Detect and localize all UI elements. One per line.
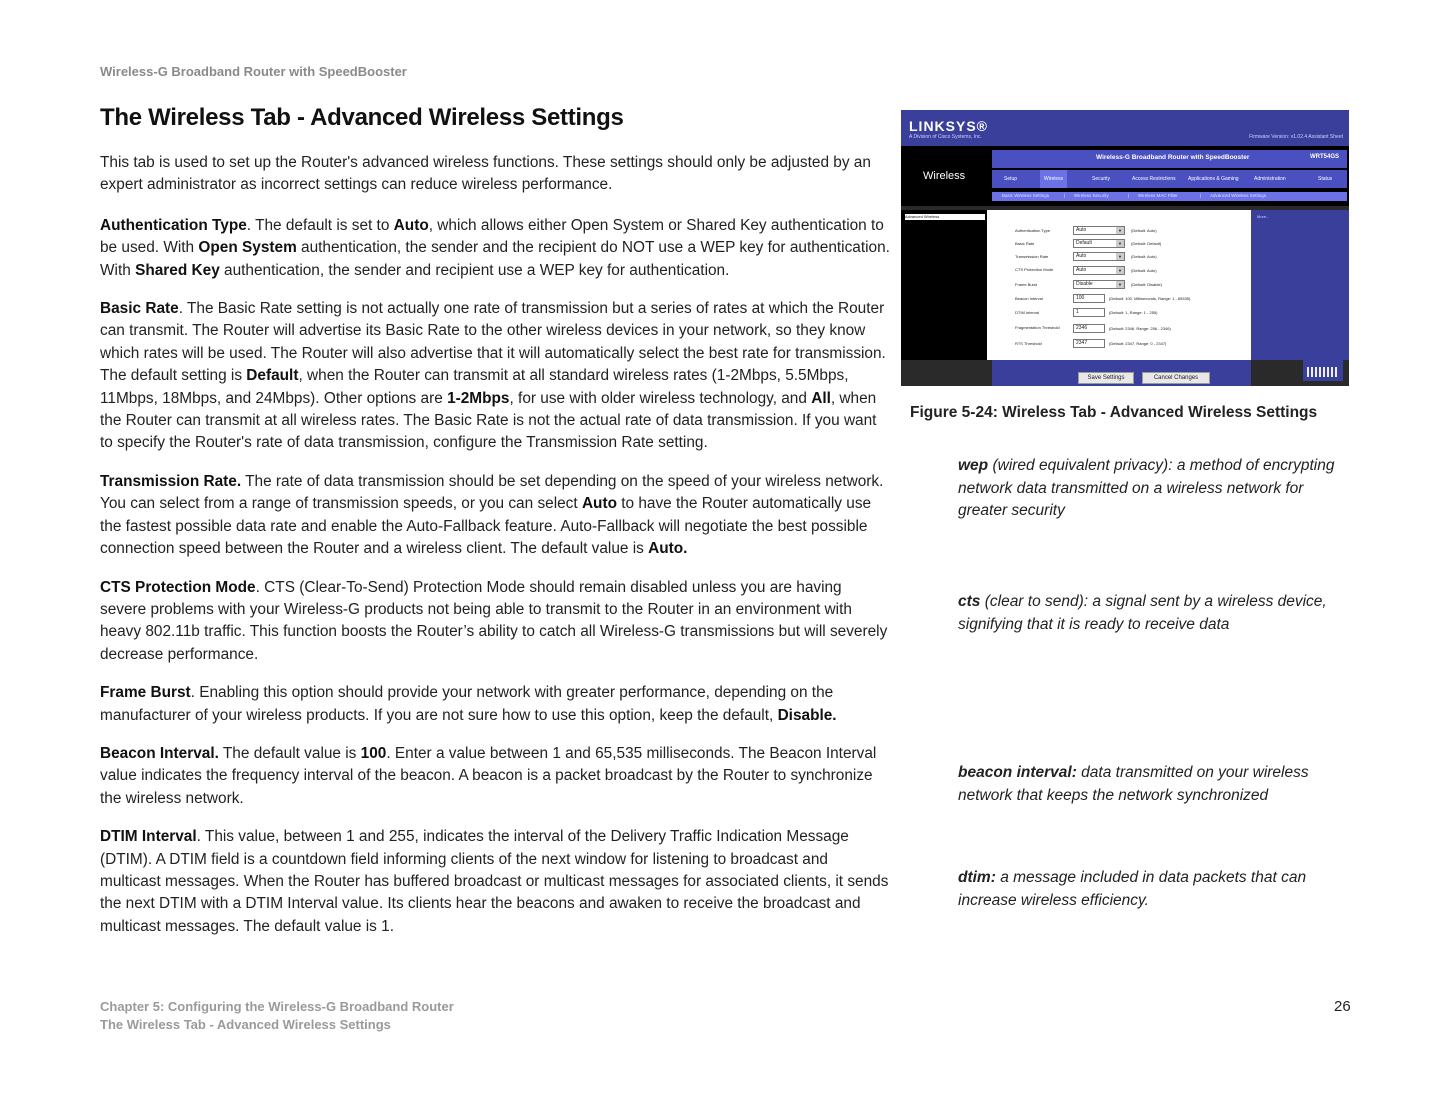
term: Frame Burst xyxy=(100,684,191,702)
form-label: Authentication Type xyxy=(1015,228,1051,233)
text: . Enabling this option should provide your network with greater performance, depending on the manufacturer of your wireless products. If you are not sure how to use this option, keep the default, xyxy=(100,684,834,724)
figure-header-bar xyxy=(901,110,1349,146)
text: . Enter a value between 1 and 65,535 milliseconds. The Beacon Interval value indicates the frequency interval of the beacon. A beacon is a packet broadcast by the Router to synchronize the wireless network. xyxy=(100,744,877,807)
form-label: RTS Threshold xyxy=(1015,341,1042,346)
form-note: (Default: 100, Milliseconds, Range: 1 - 65535) xyxy=(1109,296,1191,301)
dtim-interval-input[interactable]: 1 xyxy=(1073,308,1105,317)
frame-burst-paragraph xyxy=(100,682,892,727)
text: authentication, the sender and the recipient do NOT use a WEP key for authentication. With xyxy=(100,239,890,279)
tab-wireless[interactable]: Wireless xyxy=(1040,170,1067,188)
term: All xyxy=(811,389,831,407)
text: , for use with older wireless technology, and xyxy=(509,389,812,407)
tab-security[interactable]: Security xyxy=(1092,176,1111,182)
sidenote-term: cts xyxy=(958,593,981,610)
term: CTS Protection Mode xyxy=(100,578,256,596)
figure-right-bar xyxy=(1251,210,1349,360)
fragmentation-threshold-input[interactable]: 2346 xyxy=(1073,324,1105,333)
left-bar-label: Advanced Wireless xyxy=(905,214,985,220)
subtab-separator: | xyxy=(1064,193,1066,198)
text: . This value, between 1 and 255, indicates the interval of the Delivery Traffic Indication Message (DTIM). A DTIM field is a countdown field informing clients of the next window for listening to broadcast and multicast messages. When the Router has buffered broadcast or multicast messages for associated clients, it sends the next DTIM with a DTIM Interval value. Its clients hear the beacons and awaken to receive the broadcast and multicast messages. The default value is 1. xyxy=(100,828,889,935)
tab-access-restrictions[interactable]: Access Restrictions xyxy=(1132,176,1176,182)
logo-subtitle: A Division of Cisco Systems, Inc. xyxy=(909,134,982,140)
text: authentication, the sender and recipient use a WEP key for authentication. xyxy=(219,261,730,279)
cts-protection-paragraph xyxy=(100,577,892,667)
subtab-security[interactable]: Wireless Security xyxy=(1074,193,1109,198)
tab-setup[interactable]: Setup xyxy=(1004,176,1018,182)
figure-tabs xyxy=(992,170,1347,188)
dropdown-arrow-icon: ▼ xyxy=(1116,267,1124,274)
term: Open System xyxy=(198,239,297,257)
section-label: Wireless xyxy=(923,170,966,182)
sidenote-term: wep xyxy=(958,457,989,474)
figure-subtabs xyxy=(992,192,1347,201)
text: . The Basic Rate setting is not actually one rate of transmission but a series of rates at which the Router can transmit. The Router will advertise its Basic Rate to the other wireless devices in your network, so they know which rates will be used. The Router will also advertise that it will automatically select the best rate for transmission. The default setting is xyxy=(100,300,886,385)
field-value: Auto xyxy=(1076,253,1087,259)
beacon-interval-input[interactable]: 100 xyxy=(1073,294,1105,303)
cisco-bars-icon xyxy=(1307,367,1339,377)
authentication-type-select[interactable] xyxy=(1073,226,1125,235)
basic-rate-select[interactable] xyxy=(1073,239,1125,248)
model-number: WRT54GS xyxy=(1309,154,1339,160)
text: , when the Router can transmit at all standard wireless rates (1-2Mbps, 5.5Mbps, 11Mbps, 18Mbps, and 24Mbps). Other options are xyxy=(100,367,849,407)
term: DTIM Interval xyxy=(100,828,197,846)
subtab-mac-filter[interactable]: Wireless MAC Filter xyxy=(1138,193,1178,198)
footer xyxy=(100,998,454,1034)
text: . CTS (Clear-To-Send) Protection Mode should remain disabled unless you are having severe problems with your Wireless-G products not being able to transmit to the Router in an environment with heavy 802.11b traffic. This function boosts the Router’s ability to catch all Wireless-G transmissions but will severely decrease performance. xyxy=(100,578,888,663)
term: Default xyxy=(246,367,299,385)
intro-paragraph: This tab is used to set up the Router's advanced wireless functions. These settings should only be adjusted by an expert administrator as incorrect settings can reduce wireless performance. xyxy=(100,154,871,194)
term: Shared Key xyxy=(135,261,220,279)
tab-applications-gaming[interactable]: Applications & Gaming xyxy=(1188,176,1239,182)
term: Auto xyxy=(393,216,429,234)
product-name: Wireless-G Broadband Router with SpeedBooster xyxy=(1096,154,1250,161)
rts-threshold-input[interactable]: 2347 xyxy=(1073,339,1105,348)
text: The default value is xyxy=(218,744,361,762)
dropdown-arrow-icon: ▼ xyxy=(1116,253,1124,260)
form-note: (Default: Auto) xyxy=(1131,254,1157,259)
subtab-separator: | xyxy=(1200,193,1202,198)
form-note: (Default: Disable) xyxy=(1131,282,1162,287)
authentication-type-paragraph xyxy=(100,215,892,282)
sidenote-wep xyxy=(958,455,1338,523)
term: Auto. xyxy=(648,540,688,558)
form-label: DTIM Interval xyxy=(1015,310,1040,315)
tab-administration[interactable]: Administration xyxy=(1254,176,1286,182)
sidenote-term: dtim: xyxy=(958,869,996,886)
dropdown-arrow-icon: ▼ xyxy=(1116,227,1124,234)
text: to have the Router automatically use the fastest possible data rate and enable the Auto-Fallback feature. Auto-Fallback will negotiate the best possible connection speed between the Router and a wireless client. The default value is xyxy=(100,495,872,558)
main-column xyxy=(100,152,892,954)
dtim-interval-paragraph xyxy=(100,826,892,938)
footer-chapter: Chapter 5: Configuring the Wireless-G Broadband Router xyxy=(100,999,454,1014)
sidenote-text: data transmitted on your wireless network that keeps the network synchronized xyxy=(958,764,1309,804)
field-value: Auto xyxy=(1076,227,1087,233)
cts-protection-select[interactable] xyxy=(1073,266,1125,275)
figure-nav-band xyxy=(901,146,1349,206)
basic-rate-paragraph xyxy=(100,298,892,455)
cancel-changes-button[interactable]: Cancel Changes xyxy=(1142,372,1210,384)
form-note: (Default: 1, Range: 1 - 255) xyxy=(1109,310,1158,315)
page-title: The Wireless Tab - Advanced Wireless Settings xyxy=(100,104,624,131)
term: Disable. xyxy=(777,706,837,724)
figure-caption: Figure 5-24: Wireless Tab - Advanced Wireless Settings xyxy=(910,404,1318,421)
term: Transmission Rate. xyxy=(100,472,242,490)
term: 1-2Mbps xyxy=(447,389,510,407)
sidenote-term: beacon interval: xyxy=(958,764,1077,781)
form-label: Transmission Rate xyxy=(1015,254,1049,259)
form-note: (Default: Auto) xyxy=(1131,268,1157,273)
cisco-logo xyxy=(1303,355,1343,381)
frame-burst-select[interactable] xyxy=(1073,280,1125,289)
form-note: (Default: 2347, Range: 0 - 2347) xyxy=(1109,341,1167,346)
footer-section: The Wireless Tab - Advanced Wireless Settings xyxy=(100,1017,391,1032)
beacon-interval-paragraph xyxy=(100,743,892,810)
field-value: Default xyxy=(1076,240,1092,246)
form-note: (Default: Default) xyxy=(1131,241,1162,246)
dropdown-arrow-icon: ▼ xyxy=(1116,240,1124,247)
sidenote-dtim xyxy=(958,867,1338,912)
sidenote-text: (clear to send): a signal sent by a wireless device, signifying that it is ready to receive data xyxy=(958,593,1327,633)
tab-status[interactable]: Status xyxy=(1318,176,1333,182)
text: , which allows either Open System or Shared Key authentication to be used. With xyxy=(100,216,884,257)
term: Basic Rate xyxy=(100,300,179,318)
linksys-logo: LINKSYS® xyxy=(909,118,988,134)
field-value: Auto xyxy=(1076,267,1087,273)
right-bar-label: More... xyxy=(1257,214,1270,219)
dropdown-arrow-icon: ▼ xyxy=(1116,281,1124,288)
field-value: Disable xyxy=(1076,281,1093,287)
running-header: Wireless-G Broadband Router with SpeedBooster xyxy=(100,64,407,79)
figure-form-body xyxy=(901,210,1349,360)
sidenote-cts xyxy=(958,591,1338,636)
transmission-rate-paragraph xyxy=(100,471,892,561)
term: Authentication Type xyxy=(100,216,247,234)
form-note: (Default: 2346, Range: 256 - 2346) xyxy=(1109,326,1171,331)
sidenote-text: a message included in data packets that can increase wireless efficiency. xyxy=(958,869,1307,909)
sidenote-text: (wired equivalent privacy): a method of encrypting network data transmitted on a wireless network for greater security xyxy=(958,457,1335,519)
text: The rate of data transmission should be set depending on the speed of your wireless network. You can select from a range of transmission speeds, or you can select xyxy=(100,472,884,513)
router-screenshot-figure xyxy=(901,110,1349,386)
figure-button-bar xyxy=(992,360,1251,386)
term: 100 xyxy=(360,744,387,762)
sidenote-beacon xyxy=(958,762,1338,807)
save-settings-button[interactable]: Save Settings xyxy=(1078,372,1134,384)
form-label: Frame Burst xyxy=(1015,282,1038,287)
term: Auto xyxy=(581,495,617,513)
form-label: Fragmentation Threshold xyxy=(1015,325,1060,330)
form-label: CTS Protection Mode xyxy=(1015,267,1054,272)
firmware-version: Firmware Version: v1.02.4 Assistant Sheet xyxy=(1249,134,1343,140)
term: Beacon Interval. xyxy=(100,744,219,762)
form-label: Basic Rate xyxy=(1015,241,1035,246)
subtab-separator: | xyxy=(1128,193,1130,198)
transmission-rate-select[interactable] xyxy=(1073,252,1125,261)
form-label: Beacon Interval xyxy=(1015,296,1043,301)
subtab-advanced[interactable]: Advanced Wireless Settings xyxy=(1210,193,1267,198)
text: . The default is set to xyxy=(246,216,394,234)
form-note: (Default: Auto) xyxy=(1131,228,1157,233)
product-bar xyxy=(992,150,1347,168)
subtab-basic[interactable]: Basic Wireless Settings xyxy=(1002,193,1050,198)
text: , when the Router can transmit at all wireless rates. The Basic Rate is not the actual rate of data transmission. If you want to specify the Router's rate of data transmission, configure the Transmission Rate setting. xyxy=(100,389,877,452)
figure-left-bar xyxy=(901,210,987,360)
page-number: 26 xyxy=(1334,998,1351,1015)
